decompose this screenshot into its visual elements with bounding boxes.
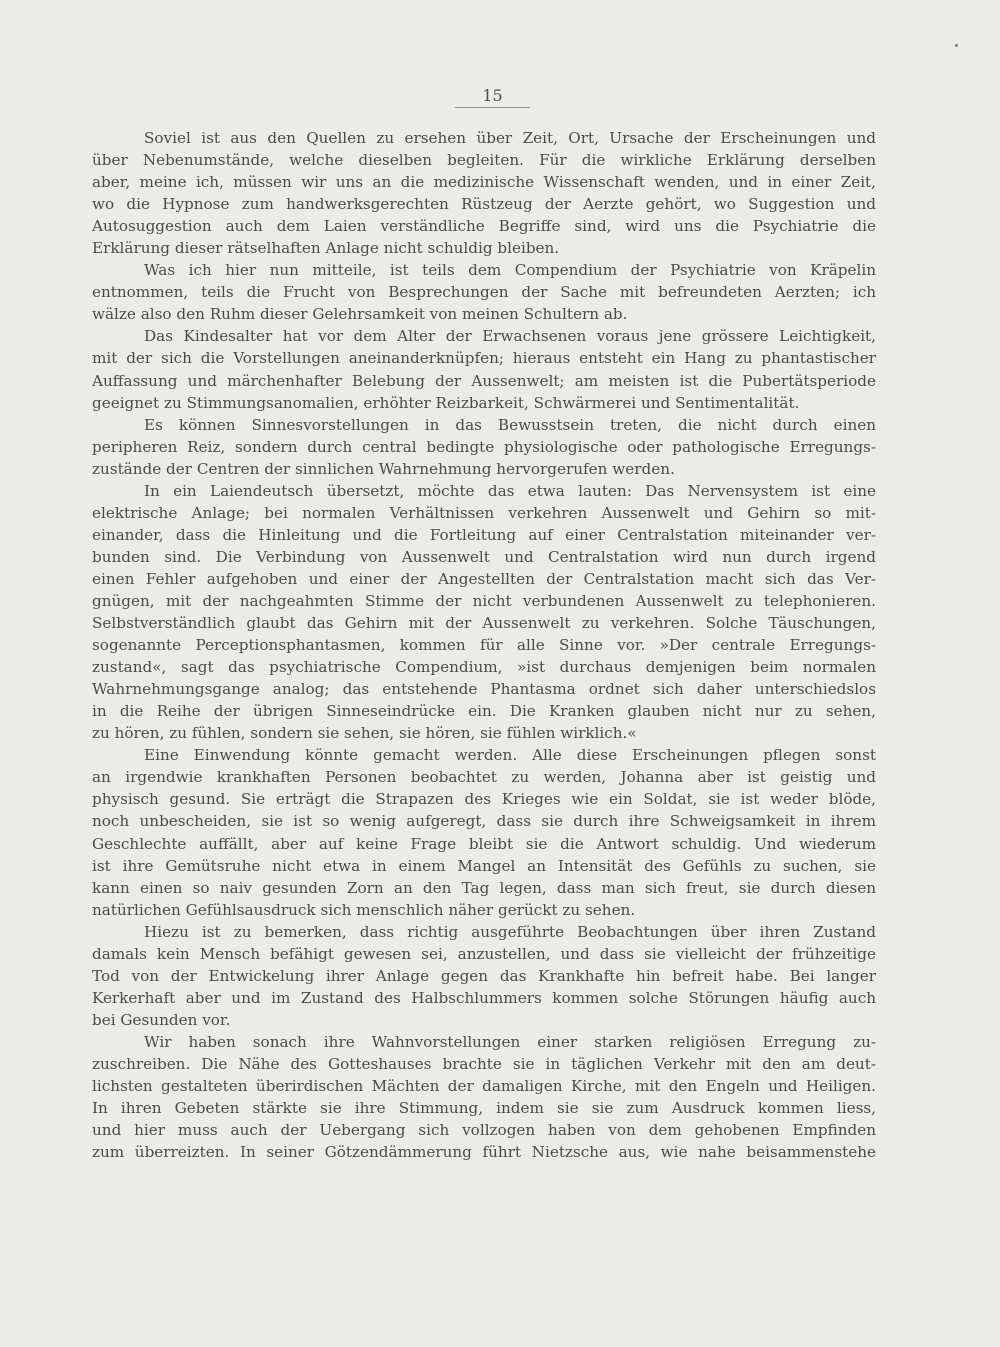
page-header <box>455 86 530 108</box>
text-line: peripheren Reiz, sondern durch central bedingte physiologische oder pathologische Erregungs- <box>92 437 876 456</box>
text-line: Hiezu ist zu bemerken, dass richtig ausgeführte Beobachtungen über ihren Zustand <box>144 922 876 941</box>
text-line: über Nebenumstände, welche dieselben begleiten. Für die wirkliche Erklärung derselben <box>92 151 876 170</box>
text-line: und hier muss auch der Uebergang sich vollzogen haben von dem gehobenen Empfinden <box>92 1121 876 1140</box>
text-line: Selbstverständlich glaubt das Gehirn mit der Aussenwelt zu verkehren. Solche Täuschungen, <box>92 614 876 633</box>
text-line: bei Gesunden vor. <box>92 1010 231 1029</box>
text-line: sogenannte Perceptionsphantasmen, kommen für alle Sinne vor. »Der centrale Erregungs- <box>92 636 876 655</box>
text-line: Erklärung dieser rätselhaften Anlage nicht schuldig bleiben. <box>92 239 560 258</box>
header-rule <box>455 107 530 108</box>
paper-speck <box>955 44 958 47</box>
text-line: mit der sich die Vorstellungen aneinanderknüpfen; hieraus entsteht ein Hang zu phantastischer <box>92 349 876 368</box>
text-line: aber, meine ich, müssen wir uns an die medizinische Wissenschaft wenden, und in einer Zeit, <box>92 173 876 192</box>
text-line: ist ihre Gemütsruhe nicht etwa in einem Mangel an Intensität des Gefühls zu suchen, sie <box>92 856 876 875</box>
text-line: Kerkerhaft aber und im Zustand des Halbschlummers kommen solche Störungen häufig auch <box>92 988 876 1007</box>
text-line: Wahrnehmungsgange analog; das entstehende Phantasma ordnet sich daher unterschiedslos <box>92 680 876 699</box>
text-line: zustände der Centren der sinnlichen Wahrnehmung hervorgerufen werden. <box>92 459 675 478</box>
text-line: wo die Hypnose zum handwerksgerechten Rüstzeug der Aerzte gehört, wo Suggestion und <box>92 195 876 214</box>
text-line: zum überreizten. In seiner Götzendämmerung führt Nietzsche aus, wie nahe beisammenstehe <box>92 1143 876 1162</box>
text-line: Soviel ist aus den Quellen zu ersehen über Zeit, Ort, Ursache der Erscheinungen und <box>144 129 876 147</box>
text-line: Wir haben sonach ihre Wahnvorstellungen einer starken religiösen Erregung zu- <box>144 1032 876 1051</box>
text-line: physisch gesund. Sie erträgt die Strapazen des Krieges wie ein Soldat, sie ist weder blöde, <box>92 790 876 809</box>
text-line: Tod von der Entwickelung ihrer Anlage gegen das Krankhafte hin befreit habe. Bei langer <box>92 966 876 985</box>
text-line: Es können Sinnesvorstellungen in das Bewusstsein treten, die nicht durch einen <box>144 415 876 434</box>
text-line: bunden sind. Die Verbindung von Aussenwelt und Centralstation wird nun durch irgend <box>92 547 876 566</box>
text-line: einander, dass die Hinleitung und die Fortleitung auf einer Centralstation miteinander ver- <box>92 525 876 544</box>
text-line: zuschreiben. Die Nähe des Gotteshauses brachte sie in täglichen Verkehr mit den am deut- <box>92 1054 876 1073</box>
text-line: Eine Einwendung könnte gemacht werden. Alle diese Erscheinungen pflegen sonst <box>144 746 876 765</box>
text-line: entnommen, teils die Frucht von Besprechungen der Sache mit befreundeten Aerzten; ich <box>92 283 876 302</box>
text-line: an irgendwie krankhaften Personen beobachtet zu werden, Johanna aber ist geistig und <box>92 768 876 787</box>
text-line: noch unbescheiden, sie ist so wenig aufgeregt, dass sie durch ihre Schweigsamkeit in ihrem <box>92 812 876 831</box>
text-line: Geschlechte auffällt, aber auf keine Frage bleibt sie die Antwort schuldig. Und wiederum <box>92 834 876 853</box>
text-line: natürlichen Gefühlsausdruck sich menschlich näher gerückt zu sehen. <box>92 900 636 919</box>
text-line: Das Kindesalter hat vor dem Alter der Erwachsenen voraus jene grössere Leichtigkeit, <box>144 327 876 346</box>
page-number: 15 <box>482 86 503 105</box>
text-line: In ein Laiendeutsch übersetzt, möchte das etwa lauten: Das Nervensystem ist eine <box>144 481 876 500</box>
text-line: wälze also den Ruhm dieser Gelehrsamkeit von meinen Schultern ab. <box>92 305 628 324</box>
text-line: Was ich hier nun mitteile, ist teils dem Compendium der Psychiatrie von Kräpelin <box>144 261 876 280</box>
text-line: gnügen, mit der nachgeahmten Stimme der nicht verbundenen Aussenwelt zu telephonieren. <box>92 591 876 610</box>
text-line: zu hören, zu fühlen, sondern sie sehen, sie hören, sie fühlen wirklich.« <box>92 724 637 743</box>
text-line: kann einen so naiv gesunden Zorn an den Tag legen, dass man sich freut, sie durch diesen <box>92 878 876 897</box>
text-line: In ihren Gebeten stärkte sie ihre Stimmung, indem sie sie zum Ausdruck kommen liess, <box>92 1099 876 1118</box>
text-line: zustand«, sagt das psychiatrische Compendium, »ist durchaus demjenigen beim normalen <box>92 658 876 677</box>
text-line: damals kein Mensch befähigt gewesen sei, anzustellen, und dass sie vielleicht der frühzeitige <box>92 944 876 963</box>
body-text <box>92 127 876 1167</box>
text-line: Auffassung und märchenhafter Belebung der Aussenwelt; am meisten ist die Pubertätsperiode <box>92 371 876 390</box>
text-line: elektrische Anlage; bei normalen Verhältnissen verkehren Aussenwelt und Gehirn so mit- <box>92 503 876 522</box>
text-line: Autosuggestion auch dem Laien verständliche Begriffe sind, wird uns die Psychiatrie die <box>92 217 876 236</box>
text-line: einen Fehler aufgehoben und einer der Angestellten der Centralstation macht sich das Ver- <box>92 569 876 588</box>
text-line: lichsten gestalteten überirdischen Mächten der damaligen Kirche, mit den Engeln und Heiligen. <box>92 1077 876 1096</box>
text-line: in die Reihe der übrigen Sinneseindrücke ein. Die Kranken glauben nicht nur zu sehen, <box>92 702 876 721</box>
text-line: geeignet zu Stimmungsanomalien, erhöhter Reizbarkeit, Schwärmerei und Sentimentalität. <box>92 393 800 412</box>
